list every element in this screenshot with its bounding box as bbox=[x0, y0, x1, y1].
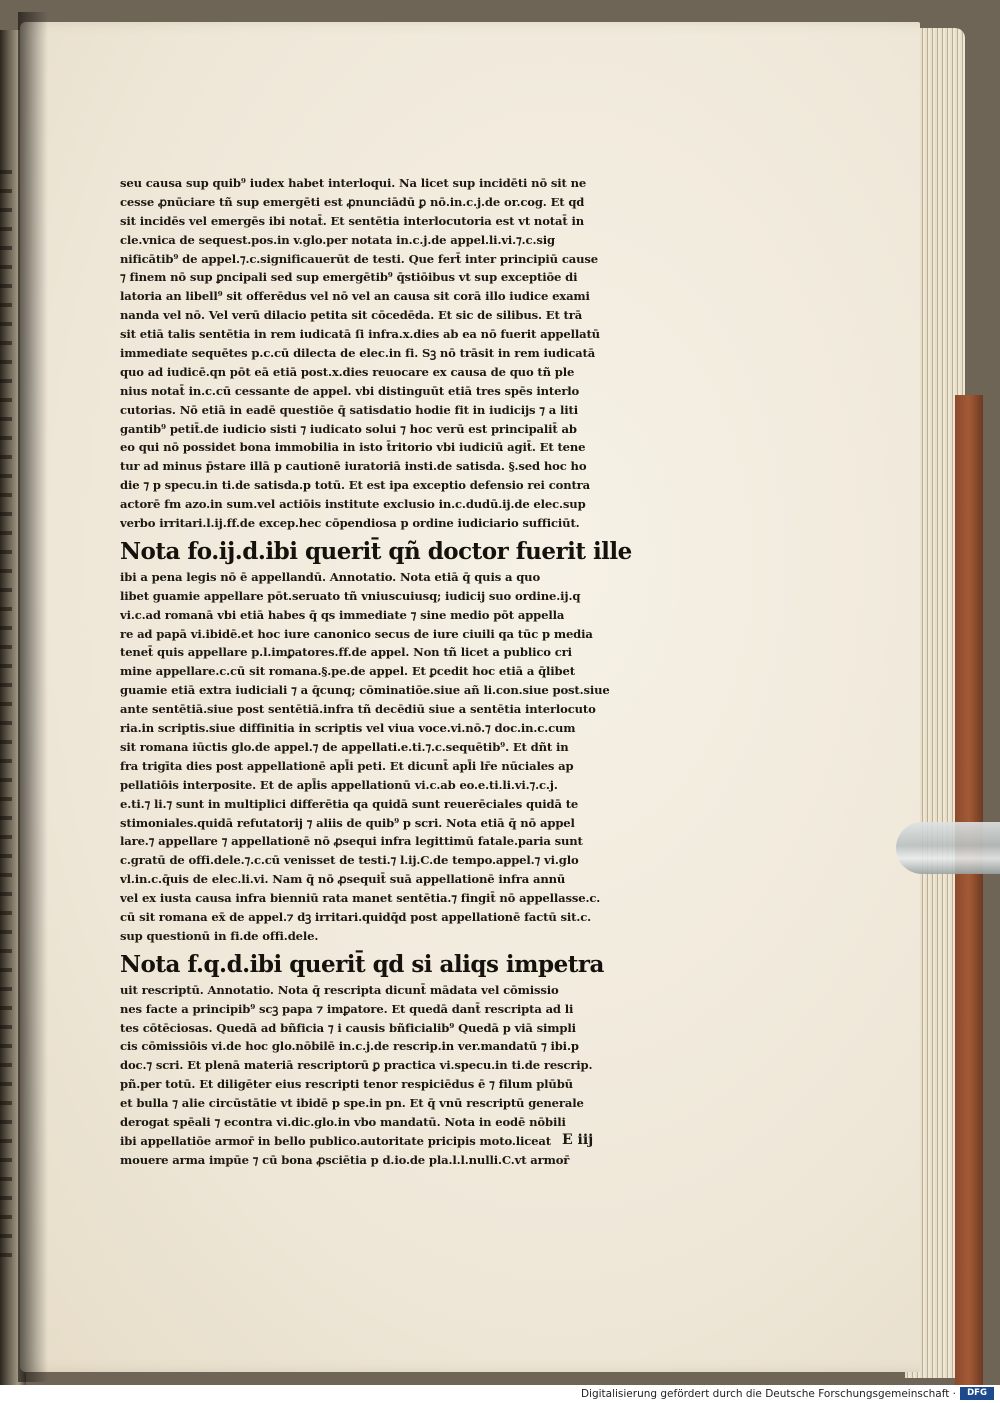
text-line: cle.vnica de sequest.pos.in v.glo.per notata in.c.j.de appel.li.vi.⁊.c.sig bbox=[120, 232, 555, 247]
text-block bbox=[120, 174, 640, 1170]
text-line: derogat spēali ⁊ econtra vi.dic.glo.in vbo mandatū. Nota in eodē nōbili bbox=[120, 1114, 566, 1129]
text-line: pñ.per totū. Et diligēter eius rescripti tenor respiciēdus ē ⁊ filum plūbū bbox=[120, 1077, 573, 1092]
text-line: cis cōmissiōis vi.de hoc glo.nōbilē in.c.j.de rescrip.in ver.mandatū ⁊ ibi.p bbox=[120, 1039, 579, 1054]
text-line: cutorias. Nō etiā in eadē questiōe q̄ satisdatio hodie fit in iudicijs ⁊ a liti bbox=[120, 402, 579, 417]
book-cover-edge bbox=[955, 395, 983, 1385]
paragraph-2 bbox=[120, 568, 640, 946]
heading-2: Nota f.q.d.ibi querit̄ qd si aliqs impetra bbox=[120, 950, 604, 978]
text-line: nanda vel nō. Vel verū dilacio petita sit cōcedēda. Et sic de silibus. Et trā bbox=[120, 308, 583, 323]
text-line: doc.⁊ scri. Et plenā materiā rescriptorū ꝑ practica vi.specu.in ti.de rescrip. bbox=[120, 1058, 593, 1073]
text-line: libet guamie appellare pōt.seruato tñ vniuscuiusq; iudicij suo ordine.ij.q bbox=[120, 588, 581, 603]
paragraph-1 bbox=[120, 174, 640, 533]
heading-1: Nota fo.ij.d.ibi querit̄ qñ doctor fuerit ille bbox=[120, 537, 632, 565]
dfg-logo: DFG bbox=[960, 1387, 994, 1400]
text-line: vi.c.ad romanā vbi etiā habes q̄ qs immediate ⁊ sine medio pōt appella bbox=[120, 607, 565, 622]
signature-mark: E iij bbox=[562, 1132, 594, 1148]
text-line: ante sentētiā.siue post sentētiā.infra tñ decēdiū siue a sentētia interlocuto bbox=[120, 702, 596, 717]
text-line: tes cōtēciosas. Quedā ad bñficia ⁊ i causis bñficialib⁹ Quedā p viā simpli bbox=[120, 1020, 576, 1035]
binding-shadow bbox=[18, 12, 48, 1382]
text-line: cesse ꝓnūciare tñ sup emergēti est ꝓnunciādū ꝑ nō.in.c.j.de or.cog. Et qd bbox=[120, 194, 585, 209]
text-line: immediate sequētes p.c.cū dilecta de elec.in fi. Sꝫ nō trāsit in rem iudicatā bbox=[120, 346, 596, 361]
text-line: guamie etiā extra iudiciali ⁊ a q̄cunq; cōminatiōe.siue añ li.con.siue post.siue bbox=[120, 683, 610, 698]
text-line: sup questionū in fi.de offi.dele. bbox=[120, 928, 319, 943]
text-line: nius notat̄ in.c.cū cessante de appel. vbi distinguūt etiā tres spēs interlo bbox=[120, 383, 580, 398]
text-line: vel ex iusta causa infra bienniū rata manet sentētia.⁊ fingit̄ nō appellasse.c. bbox=[120, 891, 601, 906]
text-line: seu causa sup quib⁹ iudex habet interloqui. Na licet sup incidēti nō sit ne bbox=[120, 176, 587, 190]
left-page-text-fragments bbox=[0, 170, 12, 1270]
text-line: nificātib⁹ de appel.⁊.c.significauerūt de testi. Que fert̄ inter principiū cause bbox=[120, 251, 598, 266]
text-line: sit etiā talis sentētia in rem iudicatā ſi infra.x.dies ab ea nō fuerit appellatū bbox=[120, 327, 600, 342]
text-line: fra trigīta dies post appellationē apl̄i peti. Et dicunt̄ apl̄i lr̄e nūciales ap bbox=[120, 758, 574, 773]
text-line: mine appellare.c.cū sit romana.§.pe.de appel. Et ꝑcedit hoc etiā a q̄libet bbox=[120, 664, 575, 679]
text-line: ⁊ finem nō sup ꝑncipali sed sup emergētib⁹ q̄stiōibus vt sup exceptiōe di bbox=[120, 270, 578, 285]
text-line: ria.in scriptis.siue diffinitia in scriptis vel viua voce.vi.nō.⁊ doc.in.c.cum bbox=[120, 721, 576, 736]
text-line: sit incidēs vel emergēs ibi notat̄. Et sentētia interlocutoria est vt notat̄ in bbox=[120, 213, 584, 228]
footer-bar bbox=[0, 1385, 1000, 1403]
text-line: cū sit romana ex̄ de appel.⁊ dꝫ irritari.quidq̄d post appellationē factū sit.c. bbox=[120, 909, 592, 924]
text-line: pellatiōis interposite. Et de apl̄is appellationū vi.c.ab eo.e.ti.li.vi.⁊.c.j. bbox=[120, 777, 558, 792]
text-line: et bulla ⁊ alie circūstātie vt ibidē p spe.in pn. Et q̄ vnū rescriptū generale bbox=[120, 1096, 584, 1111]
text-line: tur ad minus p̄stare illā p cautionē iuratoriā insti.de satisda. §.sed hoc ho bbox=[120, 459, 587, 474]
page-clip bbox=[896, 822, 1000, 874]
text-line: ibi appellatiōe armor̄ in bello publico.autoritate pricipis moto.liceat bbox=[120, 1133, 551, 1148]
text-line: eo qui nō possidet bona immobilia in isto t̄ritorio vbi iudiciū agit̄. Et tene bbox=[120, 440, 586, 455]
book-page bbox=[20, 22, 920, 1372]
text-line: mouere arma impūe ⁊ cū bona ꝓsciētia p d.io.de pla.l.l.nulli.C.vt armor̄ bbox=[120, 1152, 570, 1167]
text-line: verbo irritari.l.ij.ff.de excep.hec cōpendiosa p ordine iudiciario sufficiūt. bbox=[120, 516, 580, 531]
text-line: c.gratū de offi.dele.⁊.c.cū venisset de testi.⁊ l.ij.C.de tempo.appel.⁊ vi.glo bbox=[120, 853, 579, 868]
text-line: lare.⁊ appellare ⁊ appellationē nō ꝓsequi infra legittimū fatale.paria sunt bbox=[120, 834, 583, 849]
footer-credit: Digitalisierung gefördert durch die Deutsche Forschungsgemeinschaft · bbox=[580, 1388, 956, 1400]
text-line: uit rescriptū. Annotatio. Nota q̄ rescripta dicunt̄ mādata vel cōmissio bbox=[120, 982, 559, 997]
text-line: re ad papā vi.ibidē.et hoc iure canonico secus de iure ciuili qa tūc p media bbox=[120, 626, 593, 641]
text-line: quo ad iudicē.qn pōt eā etiā post.x.dies reuocare ex causa de quo tñ ple bbox=[120, 364, 575, 379]
text-line: die ⁊ p specu.in ti.de satisda.p totū. Et est ipa exceptio defensio rei contra bbox=[120, 478, 590, 493]
text-line: actorē fm azo.in sum.vel actiōis institute exclusio in.c.dudū.ij.de elec.sup bbox=[120, 497, 586, 512]
text-line: sit romana iūctis glo.de appel.⁊ de appellati.e.ti.⁊.c.sequētib⁹. Et dñt in bbox=[120, 739, 569, 754]
text-line: nes facte a principib⁹ scꝫ papa ⁊ imꝑatore. Et quedā dant̄ rescripta ad li bbox=[120, 1001, 574, 1016]
text-line: latoria an libell⁹ sit offerēdus vel nō vel an causa sit corā illo iudice exami bbox=[120, 289, 590, 304]
text-line: tenet̄ quis appellare p.l.imꝑatores.ff.de appel. Non tñ licet a publico cri bbox=[120, 645, 572, 660]
text-line: e.ti.⁊ li.⁊ sunt in multiplici differētia qa quidā sunt reuerēciales quidā te bbox=[120, 796, 579, 811]
text-line: ibi a pena legis nō ē appellandū. Annotatio. Nota etiā q̄ quis a quo bbox=[120, 569, 541, 584]
text-line: stimoniales.quidā refutatorij ⁊ aliis de quib⁹ p scri. Nota etiā q̄ nō appel bbox=[120, 815, 575, 830]
text-line: vl.in.c.q̄uis de elec.li.vi. Nam q̄ nō ꝓsequit̄ suā appellationē infra annū bbox=[120, 872, 566, 887]
text-line: gantib⁹ petit̄.de iudicio sisti ⁊ iudicato solui ⁊ hoc verū est principalit̄ ab bbox=[120, 421, 577, 436]
